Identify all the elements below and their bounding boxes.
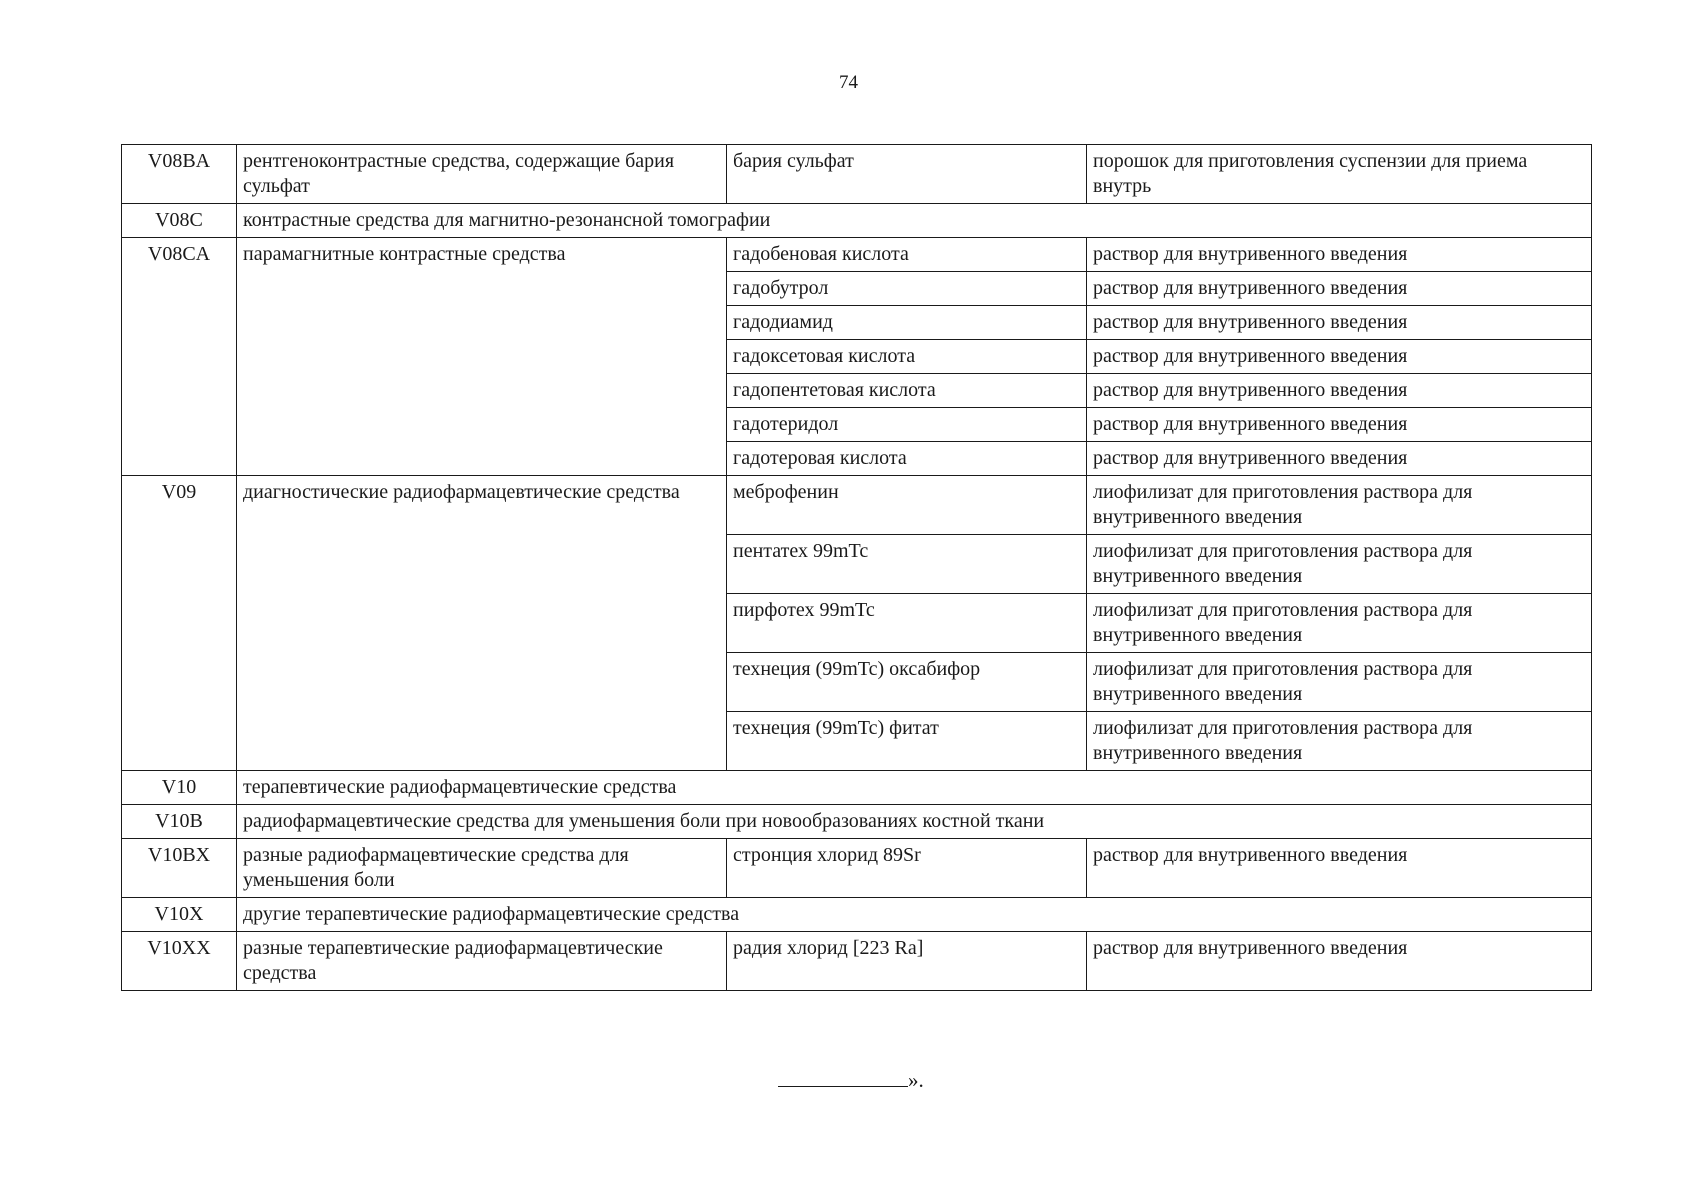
atc-name-cell: разные терапевтические радиофармацевтические средства bbox=[237, 932, 727, 991]
drug-name-cell: пирфотех 99mTc bbox=[727, 594, 1087, 653]
atc-name-cell: другие терапевтические радиофармацевтические средства bbox=[237, 898, 1592, 932]
drug-name-cell: радия хлорид [223 Ra] bbox=[727, 932, 1087, 991]
atc-name-cell: рентгеноконтрастные средства, содержащие бария сульфат bbox=[237, 145, 727, 204]
drug-name-cell: меброфенин bbox=[727, 476, 1087, 535]
atc-name-cell: терапевтические радиофармацевтические средства bbox=[237, 771, 1592, 805]
dosage-form-cell: раствор для внутривенного введения bbox=[1087, 238, 1592, 272]
dosage-form-cell: раствор для внутривенного введения bbox=[1087, 932, 1592, 991]
dosage-form-cell: раствор для внутривенного введения bbox=[1087, 272, 1592, 306]
drug-name-cell: гадодиамид bbox=[727, 306, 1087, 340]
dosage-form-cell: лиофилизат для приготовления раствора для внутривенного введения bbox=[1087, 535, 1592, 594]
atc-code-cell: V10BX bbox=[122, 839, 237, 898]
atc-code-cell: V10X bbox=[122, 898, 237, 932]
dosage-form-cell: лиофилизат для приготовления раствора для внутривенного введения bbox=[1087, 653, 1592, 712]
atc-code-cell: V10 bbox=[122, 771, 237, 805]
drug-name-cell: бария сульфат bbox=[727, 145, 1087, 204]
drug-name-cell: технеция (99mTc) фитат bbox=[727, 712, 1087, 771]
dosage-form-cell: раствор для внутривенного введения bbox=[1087, 374, 1592, 408]
closing-mark bbox=[778, 1068, 924, 1093]
drug-name-cell: гадоксетовая кислота bbox=[727, 340, 1087, 374]
dosage-form-cell: лиофилизат для приготовления раствора для внутривенного введения bbox=[1087, 594, 1592, 653]
atc-table-body bbox=[122, 145, 1592, 991]
drug-name-cell: гадотеровая кислота bbox=[727, 442, 1087, 476]
dosage-form-cell: лиофилизат для приготовления раствора для внутривенного введения bbox=[1087, 476, 1592, 535]
dosage-form-cell: раствор для внутривенного введения bbox=[1087, 306, 1592, 340]
atc-name-cell: радиофармацевтические средства для уменьшения боли при новообразованиях костной ткани bbox=[237, 805, 1592, 839]
table-row bbox=[122, 932, 1592, 991]
drug-name-cell: гадотеридол bbox=[727, 408, 1087, 442]
table-row bbox=[122, 771, 1592, 805]
atc-code-cell: V09 bbox=[122, 476, 237, 771]
atc-code-cell: V08CA bbox=[122, 238, 237, 476]
dosage-form-cell: раствор для внутривенного введения bbox=[1087, 408, 1592, 442]
dosage-form-cell: раствор для внутривенного введения bbox=[1087, 839, 1592, 898]
table-row bbox=[122, 839, 1592, 898]
table-row bbox=[122, 476, 1592, 535]
table-row bbox=[122, 805, 1592, 839]
dosage-form-cell: порошок для приготовления суспензии для приема внутрь bbox=[1087, 145, 1592, 204]
atc-code-cell: V10B bbox=[122, 805, 237, 839]
drug-name-cell: гадопентетовая кислота bbox=[727, 374, 1087, 408]
atc-table bbox=[121, 144, 1592, 991]
closing-quote: ». bbox=[908, 1068, 924, 1092]
atc-name-cell: контрастные средства для магнитно-резонансной томографии bbox=[237, 204, 1592, 238]
dosage-form-cell: лиофилизат для приготовления раствора для внутривенного введения bbox=[1087, 712, 1592, 771]
atc-name-cell: разные радиофармацевтические средства для уменьшения боли bbox=[237, 839, 727, 898]
atc-name-cell: парамагнитные контрастные средства bbox=[237, 238, 727, 476]
table-row bbox=[122, 204, 1592, 238]
closing-underline bbox=[778, 1068, 908, 1087]
page-number: 74 bbox=[839, 72, 858, 93]
atc-code-cell: V10XX bbox=[122, 932, 237, 991]
atc-code-cell: V08BA bbox=[122, 145, 237, 204]
atc-name-cell: диагностические радиофармацевтические средства bbox=[237, 476, 727, 771]
drug-name-cell: гадобутрол bbox=[727, 272, 1087, 306]
atc-code-cell: V08C bbox=[122, 204, 237, 238]
drug-name-cell: стронция хлорид 89Sr bbox=[727, 839, 1087, 898]
table-row bbox=[122, 898, 1592, 932]
drug-name-cell: пентатех 99mTc bbox=[727, 535, 1087, 594]
table-row bbox=[122, 238, 1592, 272]
dosage-form-cell: раствор для внутривенного введения bbox=[1087, 340, 1592, 374]
drug-name-cell: гадобеновая кислота bbox=[727, 238, 1087, 272]
drug-name-cell: технеция (99mTc) оксабифор bbox=[727, 653, 1087, 712]
dosage-form-cell: раствор для внутривенного введения bbox=[1087, 442, 1592, 476]
table-row bbox=[122, 145, 1592, 204]
